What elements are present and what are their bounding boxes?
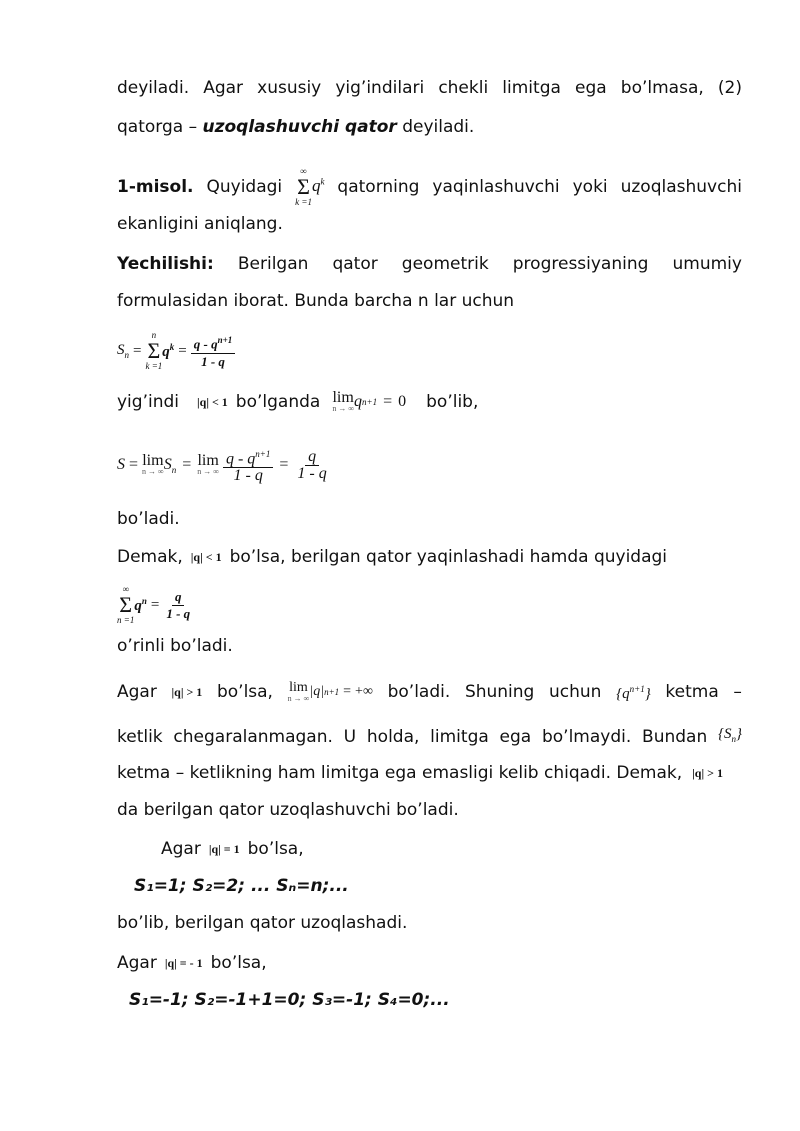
solution-line-1: Yechilishi: Berilgan qator geometrik progressiyaning umumiy	[117, 254, 742, 274]
word: limitga	[502, 78, 561, 98]
example-label: 1-misol.	[117, 177, 194, 197]
word: ega	[575, 78, 607, 98]
series-formula: ∞ Σ k =1 $q^k$	[295, 166, 325, 207]
word: deyiladi.	[117, 78, 190, 98]
word: Agar	[203, 78, 244, 98]
text-boladi: bo’ladi.	[117, 509, 180, 529]
word: bo’lmasa,	[620, 78, 704, 98]
formula-sum-qn: ∞ Σ n =1 $q^n$ = $\frac{q}{1 - q}$	[117, 584, 191, 625]
demak-line: Demak, |q| < 1 bo’lsa, berilgan qator yaqinlashadi hamda quyidagi	[117, 547, 668, 567]
sequence-1: S₁=1; S₂=2; ... Sₙ=n;...	[134, 876, 349, 896]
para-line-1	[117, 78, 742, 98]
diverges-line: bo’lib, berilgan qator uzoqlashadi.	[117, 913, 408, 933]
solution-label: Yechilishi:	[117, 254, 214, 274]
text-orinli: o’rinli bo’ladi.	[117, 636, 233, 656]
ketlik-line: ketlik chegaralanmagan. U holda, limitga ega bo’lmaydi. Bundan $\{S_n\}$	[117, 726, 742, 747]
solution-line-2: formulasidan iborat. Bunda barcha n lar uchun	[117, 291, 515, 311]
formula-sn: $S_n$ = n Σ k =1 $q^k$ = $\frac{q - q^{n+1}}{1 - q}$	[117, 330, 235, 372]
ketma-ketlik-line: ketma – ketlikning ham limitga ega emasligi kelib chiqadi. Demak, |q| > 1	[117, 763, 723, 783]
sum-condition-line: yig’indi |q| < 1 bo’lganda lim n → ∞ q n+1 = 0 bo’lib,	[117, 389, 479, 413]
agar-eq1-line: Agar |q| = 1 bo’lsa,	[161, 839, 304, 859]
word: yig’indilari	[335, 78, 425, 98]
formula-s-limit: S = lim n → ∞ $S_n$ = lim n → ∞ $\frac{q - q^{n+1}}{1 - q}$ = $\frac{q}{1 - q}$	[117, 447, 327, 485]
term-divergent-series: uzoqlashuvchi qator	[202, 117, 397, 137]
uzoqlashuvchi-line: da berilgan qator uzoqlashuvchi bo’ladi.	[117, 800, 459, 820]
word: xususiy	[257, 78, 322, 98]
word: chekli	[438, 78, 489, 98]
agar-eqm1-line: Agar |q| = - 1 bo’lsa,	[117, 953, 267, 973]
example-1-line-1: 1-misol. Quyidagi ∞ Σ k =1 $q^k$ qatorning yaqinlashuvchi yoki uzoqlashuvchi	[117, 166, 742, 207]
agar-gt1-line: Agar |q| > 1 bo’lsa, lim n → ∞ | q | n+1 = +∞ bo’ladi. Shuning uchun $\{q^{n+1}\}$ ketma –	[117, 679, 742, 703]
para-line-2: qatorga – uzoqlashuvchi qator deyiladi.	[117, 117, 475, 137]
example-1-line-2: ekanligini aniqlang.	[117, 214, 283, 234]
word: (2)	[717, 78, 742, 98]
sequence-2: S₁=-1; S₂=-1+1=0; S₃=-1; S₄=0;...	[129, 990, 450, 1010]
